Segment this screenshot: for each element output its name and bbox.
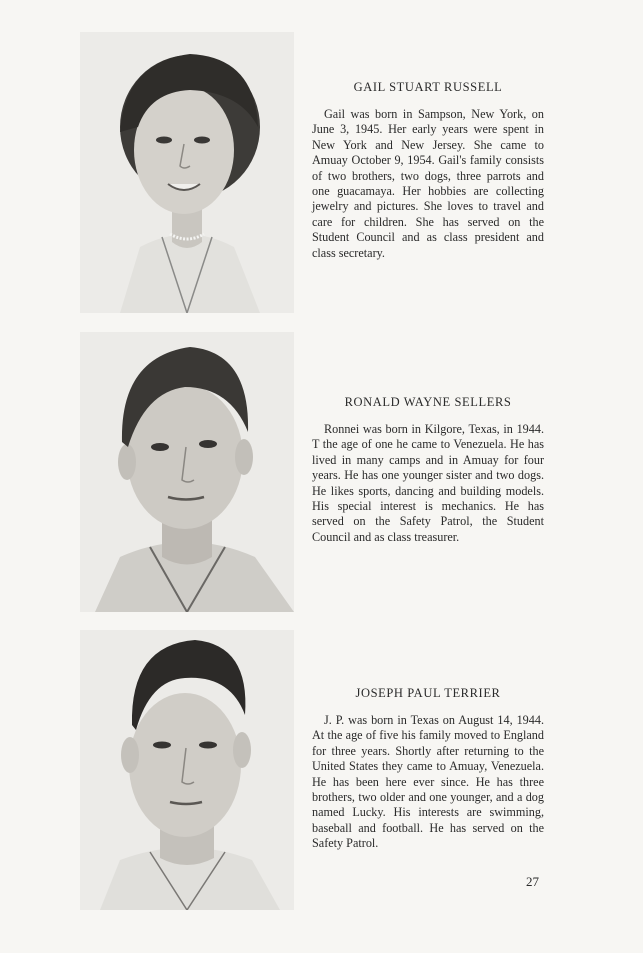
portrait-photo-joseph [80,630,294,910]
student-name: RONALD WAYNE SELLERS [344,395,512,409]
portrait-photo-gail [80,32,294,313]
bio-entry-gail [312,80,544,261]
page-number: 27 [526,874,539,889]
student-name: GAIL STUART RUSSELL [353,80,503,94]
student-bio: Gail was born in Sampson, New York, on June 3, 1945. Her early years were spent in New York and New Jersey. She came to Amuay October 9, 1954. Gail's family consists of two brothers, two dogs, three parrots and one guacamaya. Her hobbies are collecting jewelry and pictures. She loves to travel and care for children. She has served on the Student Council and as class president and class secretary. [312,107,544,260]
portrait-photo-ronald [80,332,294,612]
bio-entry-joseph [312,686,544,852]
student-bio: Ronnei was born in Kilgore, Texas, in 1944. T the age of one he came to Venezuela. He has lived in many camps and in Amuay for four years. He has one younger sister and two dogs. He likes sports, dancing and building models. His special interest is mechanics. He has served on the Safety Patrol, the Student Council and as class treasurer. [312,422,544,544]
bio-entry-ronald [312,395,544,545]
student-name: JOSEPH PAUL TERRIER [355,686,501,700]
student-bio: J. P. was born in Texas on August 14, 1944. At the age of five his family moved to England for three years. Shortly after returning to the United States they came to Amuay, Venezuela. He has been here ever since. He has three brothers, two older and one younger, and a dog named Lucky. His interests are swimming, baseball and football. He has served on the Safety Patrol. [312,713,544,851]
